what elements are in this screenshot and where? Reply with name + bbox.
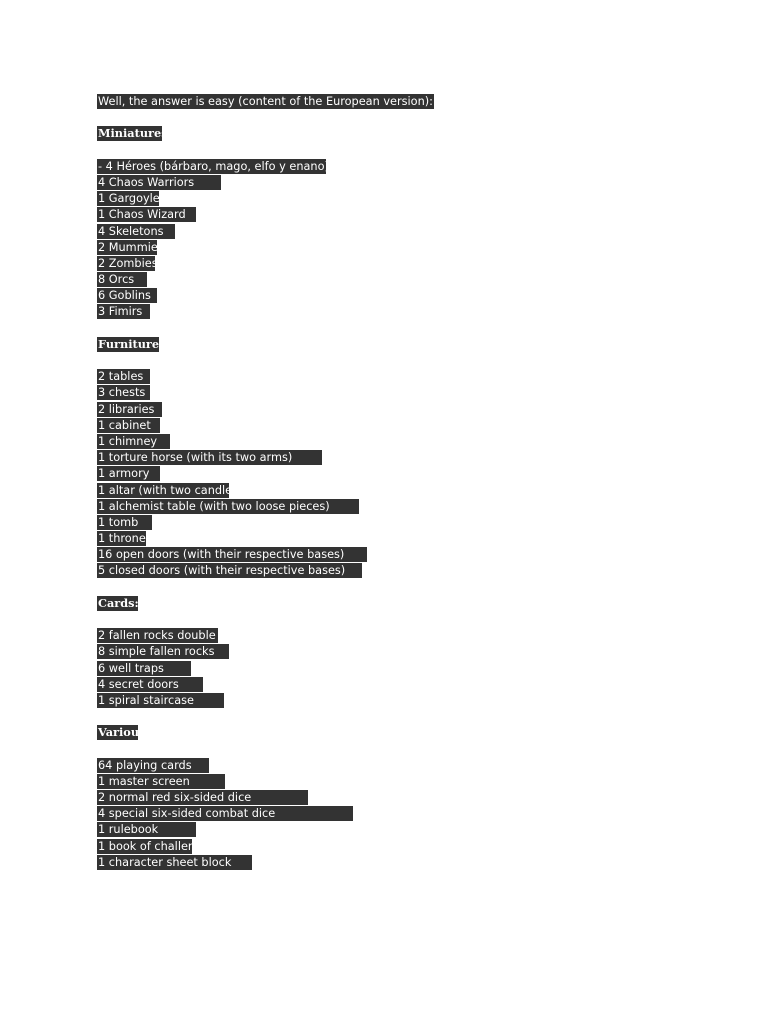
- list-item: [97, 272, 697, 288]
- list-item-text: 4 special six-sided combat dice: [97, 806, 353, 821]
- blank-line: [97, 580, 697, 596]
- list-item-text: 2 Mummies: [98, 240, 164, 254]
- list-item: [97, 483, 697, 499]
- list-item-text: 4 secret doors: [97, 677, 203, 692]
- list-item: [97, 499, 697, 515]
- blank-line: [97, 321, 697, 337]
- list-item: [97, 240, 697, 256]
- list-item-text: 1 Chaos Wizard: [97, 207, 196, 222]
- list-item: [97, 806, 697, 822]
- list-item-text: 1 alchemist table (with two loose pieces): [97, 499, 359, 514]
- list-item: [97, 547, 697, 563]
- list-item-text: 1 Gargoyle: [98, 192, 160, 206]
- list-item-text: 1 throne: [98, 532, 146, 546]
- list-item: [97, 450, 697, 466]
- section-heading-cards: Cards:: [98, 595, 139, 610]
- list-item-text: 1 chimney: [97, 434, 170, 449]
- list-item-text: 3 chests: [97, 385, 150, 400]
- list-item: [97, 677, 697, 693]
- blank-line: [97, 353, 697, 369]
- list-item: [97, 191, 697, 207]
- list-item-text: 2 tables: [97, 369, 150, 384]
- list-item-text: - 4 Héroes (bárbaro, mago, elfo y enano): [98, 159, 329, 173]
- list-item-text: 6 Goblins: [97, 288, 157, 303]
- list-item: [97, 434, 697, 450]
- list-item: [97, 369, 697, 385]
- list-item-text: 1 book of challen: [98, 839, 196, 853]
- list-item: [97, 207, 697, 223]
- list-item: [97, 855, 697, 871]
- list-item-text: 3 Fimirs: [97, 304, 150, 319]
- section-heading-various: Various: [98, 725, 146, 740]
- list-item-text: 2 fallen rocks double: [97, 628, 218, 643]
- list-item-text: 2 Zombies: [98, 256, 158, 270]
- list-item-text: 1 spiral staircase: [97, 693, 224, 708]
- list-item-text: 6 well traps: [97, 661, 191, 676]
- section-heading-line: [97, 337, 697, 353]
- list-item-text: 1 altar (with two candle: [98, 483, 233, 497]
- section-heading-line: [97, 725, 697, 741]
- document-body: [97, 94, 697, 871]
- list-item: [97, 224, 697, 240]
- list-item: [97, 644, 697, 660]
- section-heading-furniture: Furniture:: [98, 336, 164, 351]
- list-item-text: 1 tomb: [97, 515, 152, 530]
- list-item: [97, 531, 697, 547]
- list-item-text: 1 master screen: [97, 774, 225, 789]
- list-item-text: 1 torture horse (with its two arms): [97, 450, 322, 465]
- list-item: [97, 822, 697, 838]
- list-item: [97, 790, 697, 806]
- list-item: [97, 466, 697, 482]
- section-heading-line: [97, 596, 697, 612]
- list-item: [97, 418, 697, 434]
- list-item-text: 1 armory: [97, 466, 160, 481]
- blank-line: [97, 110, 697, 126]
- list-item: [97, 758, 697, 774]
- list-item: [97, 175, 697, 191]
- list-item: [97, 515, 697, 531]
- list-item-text: 4 Chaos Warriors: [97, 175, 221, 190]
- list-item: [97, 693, 697, 709]
- list-item: [97, 288, 697, 304]
- list-item: [97, 839, 697, 855]
- list-item: [97, 256, 697, 272]
- blank-line: [97, 612, 697, 628]
- list-item-text: 8 Orcs: [97, 272, 147, 287]
- list-item: [97, 774, 697, 790]
- list-item-text: 1 character sheet block: [97, 855, 252, 870]
- list-item: [97, 628, 697, 644]
- list-item-text: 64 playing cards: [97, 758, 209, 773]
- section-heading-line: [97, 126, 697, 142]
- blank-line: [97, 709, 697, 725]
- blank-line: [97, 742, 697, 758]
- list-item: [97, 402, 697, 418]
- intro-line: [97, 94, 697, 110]
- list-item: [97, 385, 697, 401]
- list-item-text: 16 open doors (with their respective bases): [97, 547, 367, 562]
- intro-text: Well, the answer is easy (content of the European version):: [98, 95, 433, 108]
- list-item-text: 4 Skeletons: [97, 224, 175, 239]
- list-item-text: 5 closed doors (with their respective bases): [97, 563, 362, 578]
- list-item-text: 2 libraries: [97, 402, 162, 417]
- list-item-text: 1 rulebook: [97, 822, 196, 837]
- section-heading-miniatures: Miniatures:: [98, 126, 172, 141]
- list-item: [97, 159, 697, 175]
- list-item-text: 2 normal red six-sided dice: [97, 790, 308, 805]
- list-item: [97, 661, 697, 677]
- list-item-text: 1 cabinet: [97, 418, 160, 433]
- list-item: [97, 304, 697, 320]
- blank-line: [97, 143, 697, 159]
- list-item-text: 8 simple fallen rocks: [97, 644, 229, 659]
- list-item: [97, 563, 697, 579]
